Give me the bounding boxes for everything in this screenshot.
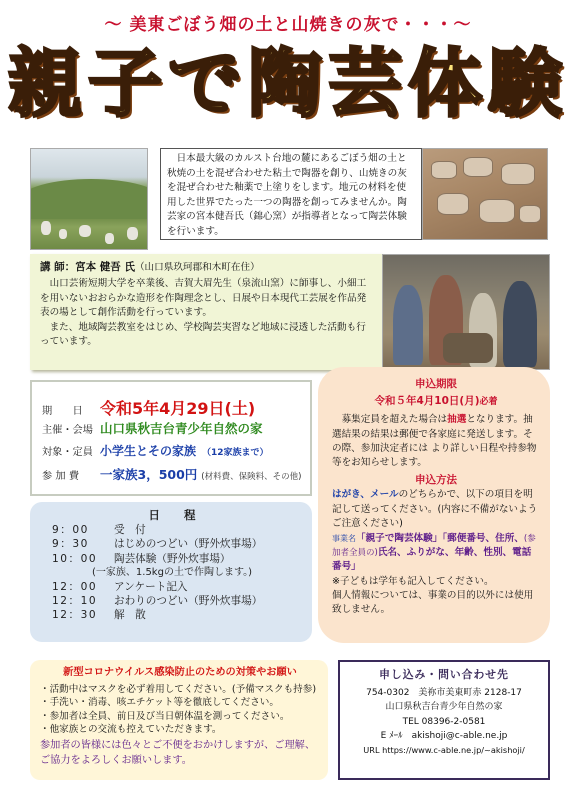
schedule-time: 12：00 [52, 581, 98, 594]
lottery-text-after: となります。抽選結果の結果は郵便で各家庭に発送します。その際、参加決定者には より詳しい日程や持参物等をお知らせします。 [332, 414, 537, 469]
pottery-photo [422, 148, 548, 240]
target-label: 対象・定員 [42, 447, 93, 458]
schedule-time: 12：30 [52, 609, 98, 622]
items-prefix: 事業名 [332, 534, 356, 544]
page-title: 親子で陶芸体験 [8, 41, 568, 127]
schedule-item: アンケート記入 [114, 581, 188, 594]
fee-label: 参 加 費 [42, 471, 80, 482]
required-items [332, 532, 540, 575]
covid-section [30, 660, 328, 780]
venue-label: 主催・会場 [42, 425, 93, 436]
venue-row [42, 419, 302, 442]
deadline-suffix: 必着 [479, 397, 498, 408]
contact-tel: TEL 08396-2-0581 [402, 716, 486, 727]
contact-address-1: 754-0302 美祢市美東町赤 2128-17 [366, 688, 522, 699]
items-main: 「親子で陶芸体験」「郵便番号、住所、 [356, 533, 524, 545]
application-section [318, 367, 550, 643]
schedule-row [52, 594, 302, 608]
schedule-row [52, 523, 302, 537]
items-sub: (参加者全員の) [332, 534, 536, 559]
target-row [42, 442, 302, 465]
covid-item: ・活動中はマスクを必ず着用してください。(予備マスクも持参) [40, 683, 317, 695]
venue-value: 山口県秋吉台青少年自然の家 [100, 421, 263, 436]
schedule-note: (一家族、1.5kgの土で作陶します。) [92, 566, 253, 578]
items-fields: 氏名、ふりがな、年齢、性別、電話番号」 [332, 547, 532, 573]
privacy-note: 個人情報については、事業の目的以外には使用致しません。 [332, 589, 534, 616]
schedule-row [52, 537, 302, 551]
schedule-row [52, 552, 302, 566]
date-row [42, 396, 302, 419]
covid-closing: 参加者の皆様には色々とご不便をおかけしますが、ご理解、ご協力をよろしくお願いします。 [40, 739, 316, 766]
instructor-bio-2: また、地域陶芸教室をはじめ、学校陶芸実習など地域に浸透した活動も行っています。 [40, 321, 366, 348]
schedule-row [52, 608, 302, 622]
deadline-date [332, 394, 540, 409]
instructor-bio-1: 山口芸術短期大学を卒業後、吉賀大眉先生（泉流山窯）に師事し、小細工を用いないおおらかな造形を作陶理念とし、日展や日本現代工芸展を作品発表の場として創作活動を行っています。 [40, 278, 367, 319]
lottery-text-before: 募集定員を超えた場合は [341, 414, 448, 426]
lottery-text [332, 413, 540, 470]
method-highlight: はがき、メール [332, 489, 399, 501]
deadline-heading: 申込期限 [415, 378, 457, 390]
instructor-section [30, 254, 382, 370]
schedule-item: 解 散 [114, 609, 146, 622]
schedule-time: 10：00 [52, 552, 98, 565]
covid-item: ・他家族との交流も控えていただきます。 [40, 724, 222, 736]
workshop-photo [382, 254, 550, 370]
schedule-section [30, 502, 312, 642]
fee-note: (材料費、保険料、その他) [201, 472, 302, 482]
instructor-place: （山口県玖珂郡和木町在住） [134, 262, 260, 273]
karst-landscape-photo [30, 148, 148, 250]
method-description: のどちらかで、以下の項目を明記して送ってください。(内容に不備がないようご注意ください) [332, 489, 538, 529]
schedule-time: 9：00 [52, 524, 89, 537]
method-heading: 申込方法 [415, 474, 457, 487]
contact-address-2: 山口県秋吉台青少年自然の家 [385, 702, 503, 713]
method-text [332, 488, 540, 531]
schedule-time: 12：10 [52, 595, 98, 608]
date-label: 期 日 [42, 406, 83, 417]
contact-title: 申し込み・問い合わせ先 [379, 668, 509, 681]
schedule-item: 受 付 [114, 524, 146, 537]
schedule-item: 陶芸体験（野外炊事場） [114, 552, 231, 565]
target-limit: （12家族まで） [202, 448, 269, 458]
schedule-title: 日 程 [148, 508, 206, 522]
fee-row [42, 465, 302, 488]
date-value: 令和5年4月29日(土) [100, 399, 256, 418]
deadline-value: 令和５年4月10日(月) [374, 395, 480, 408]
lottery-highlight: 抽選 [447, 414, 467, 426]
schedule-row [52, 580, 302, 594]
instructor-heading [40, 260, 374, 275]
schedule-time: 9：30 [52, 538, 89, 551]
instructor-name: 講 師：宮本 健吾 氏 [40, 261, 135, 273]
event-info [30, 380, 312, 496]
intro-text: 日本最大級のカルスト台地の麓にあるごぼう畑の土と秋焼の土を混ぜ合わせた粘土で陶器を創り、山焼きの灰を混ぜ合わせた釉薬で上塗りをします。地元の材料を使用した世界でたった一つの陶器を創ってみませんか。陶芸家の宮本健吾氏（錦心窯）が指導者となって陶芸体験を行います。 [160, 148, 422, 240]
covid-title: 新型コロナウイルス感染防止のための対策やお願い [63, 667, 297, 678]
schedule-item: おわりのつどい（野外炊事場） [114, 595, 263, 608]
contact-email[interactable]: E ﾒｰﾙ akishoji@c-able.ne.jp [380, 730, 508, 741]
fee-value: 一家族3，500円 [100, 467, 198, 482]
children-note: ※子どもは学年も記入してください。 [332, 575, 494, 587]
contact-section [338, 660, 550, 780]
subtitle: ～ 美東ごぼう畑の土と山焼きの灰で・・・～ [104, 15, 472, 35]
covid-item: ・手洗い・消毒、咳エチケット等を徹底してください。 [40, 697, 279, 709]
covid-item: ・参加者は全員、前日及び当日朝体温を測ってください。 [40, 710, 290, 722]
schedule-item: はじめのつどい（野外炊事場） [114, 538, 263, 551]
target-value: 小学生とその家族 [100, 444, 197, 458]
contact-url[interactable]: URL https://www.c-able.ne.jp/~akishoji/ [363, 745, 525, 756]
